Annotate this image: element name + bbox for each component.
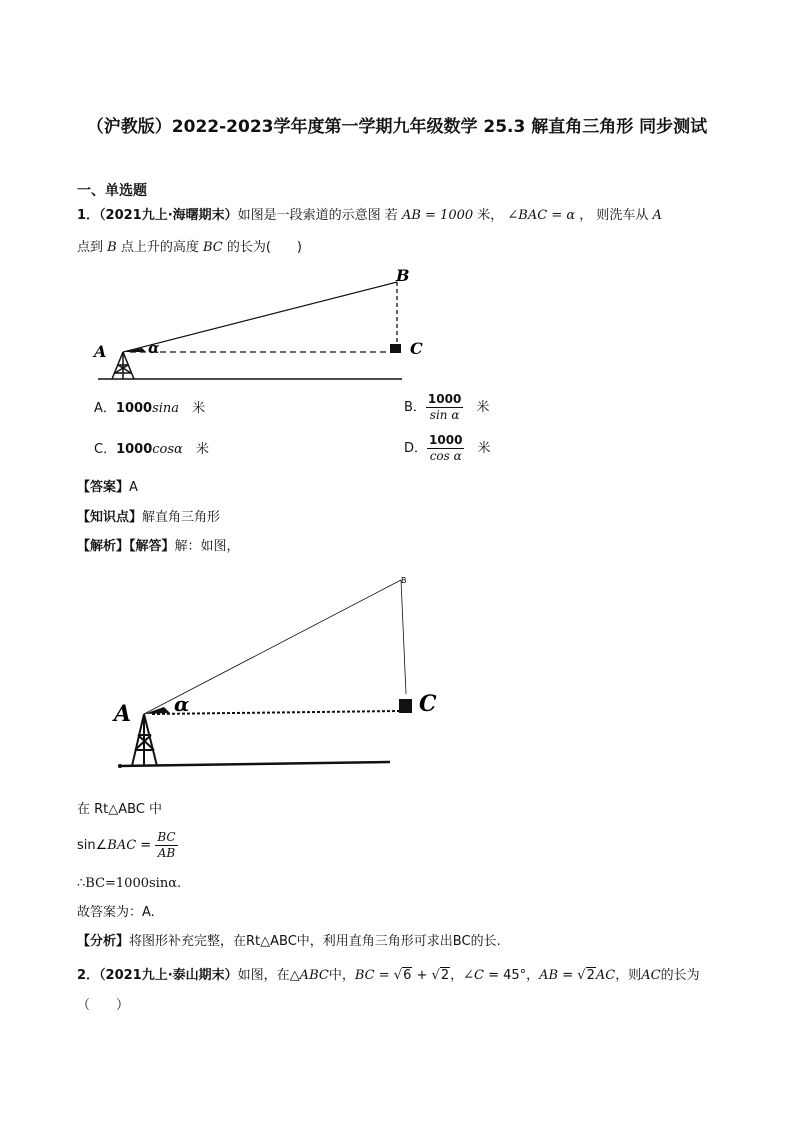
fraction-num: BC	[157, 830, 176, 844]
option-b-fraction	[426, 392, 463, 423]
q1-text: 米，	[473, 208, 508, 223]
option-c	[94, 440, 209, 460]
page-title: （沪教版）2022-2023学年度第一学期九年级数学 25.3 解直角三角形 同步测试	[86, 117, 708, 137]
math-ac: AC	[595, 968, 616, 983]
q1-line2	[77, 238, 302, 258]
step-4: 故答案为：A.	[77, 905, 155, 920]
step-1: 在 Rt△ABC 中	[77, 802, 163, 817]
fraction-num: 1000	[427, 392, 462, 406]
fenxi-line	[77, 932, 501, 952]
fraction-den: cos α	[429, 449, 462, 463]
fig1-label-b: B	[396, 266, 410, 285]
q1-text: 的长为( )	[222, 240, 302, 255]
sqrt-2: 2	[440, 968, 450, 983]
sqrt-2: 2	[586, 968, 595, 983]
analysis-text: 解：如图，	[174, 539, 240, 554]
math-angle-c: ∠C	[463, 968, 484, 983]
q1-number: 1．	[77, 208, 100, 223]
option-value: 1000	[116, 442, 153, 457]
q1-analysis-figure	[108, 570, 438, 775]
math-bc: BC	[202, 240, 223, 255]
q2-text: ，	[450, 968, 464, 983]
answer-line	[77, 478, 138, 498]
math-ac: AC	[641, 968, 661, 983]
math-eq: =	[558, 968, 578, 983]
q2-source: （2021九上·泰山期末）	[99, 968, 238, 983]
step2-fraction	[155, 830, 177, 861]
option-unit: 米	[192, 401, 206, 416]
step-2	[77, 830, 178, 861]
math-eq: = 1000	[420, 208, 474, 223]
option-a	[94, 399, 205, 419]
q2-text: 如图，在	[237, 968, 290, 983]
option-label: C．	[94, 442, 117, 457]
option-label: D．	[404, 441, 428, 456]
q1-figure	[90, 262, 450, 387]
option-b	[404, 392, 489, 423]
knowledge-value: 解直角三角形	[142, 510, 221, 525]
math-plus: +	[412, 968, 432, 983]
option-unit: 米	[477, 441, 491, 456]
q1-text: 点到	[77, 240, 108, 255]
knowledge-tag: 【知识点】	[77, 510, 143, 525]
step2-var: BAC	[107, 838, 137, 853]
fraction-den: AB	[157, 846, 176, 860]
option-d-fraction	[427, 433, 464, 464]
math-eq: =	[547, 208, 567, 223]
q2-line1: 2．（2021九上·泰山期末）如图，在△ABC中，BC = √6 + √2，∠C = 45°，AB = √2AC，则AC的长为	[77, 968, 700, 983]
sqrt-6: 6	[403, 968, 412, 983]
math-angle: ∠BAC	[507, 208, 548, 223]
fig2-label-a: A	[114, 701, 132, 727]
knowledge-line	[77, 508, 220, 528]
section-heading: 一、单选题	[77, 183, 147, 199]
q2-line2: （ ）	[77, 998, 130, 1013]
math-eq: =	[374, 968, 394, 983]
math-bc: BC	[354, 968, 375, 983]
step2-eq: =	[136, 838, 156, 853]
fig2-label-b: B	[401, 576, 407, 585]
fraction-num: 1000	[429, 433, 463, 447]
math-alpha: α	[566, 208, 576, 223]
fenxi-text: 将图形补充完整，在Rt△ABC中，利用直角三角形可求出BC的长.	[129, 934, 501, 949]
math-eq: = 45°，	[483, 968, 540, 983]
q1-text: 如图是一段索道的示意图 若	[237, 208, 402, 223]
fenxi-tag: 【分析】	[77, 934, 130, 949]
fig1-label-c: C	[410, 339, 423, 358]
fig2-label-alpha: α	[174, 692, 190, 716]
q2-text: 中，	[328, 968, 355, 983]
option-unit: 米	[195, 442, 209, 457]
fig1-label-alpha: α	[148, 339, 160, 357]
math-ab: AB	[539, 968, 559, 983]
step2-fn: sin∠	[77, 838, 108, 853]
q1-line1	[77, 206, 662, 226]
q1-text: ， 则洗车从	[575, 208, 653, 223]
q1-source: （2021九上·海曙期末）	[99, 208, 238, 223]
option-value: 1000	[115, 401, 153, 416]
q2-number: 2．	[77, 968, 100, 983]
q2-text: ，则	[615, 968, 642, 983]
fraction-den: sin α	[429, 408, 460, 422]
answer-tag: 【答案】	[77, 480, 130, 495]
analysis-line	[77, 537, 240, 557]
analysis-tag: 【解析】【解答】	[77, 539, 175, 554]
math-triangle: △ABC	[289, 968, 329, 983]
option-d	[404, 433, 490, 464]
math-b: B	[107, 240, 117, 255]
tower-icon	[132, 714, 157, 766]
math-ab: AB	[401, 208, 421, 223]
option-fn: cosα	[152, 442, 183, 457]
q1-text: 点上升的高度	[116, 240, 203, 255]
option-fn: sina	[152, 401, 180, 416]
option-label: B．	[404, 400, 426, 415]
answer-value: A	[129, 480, 138, 495]
option-unit: 米	[476, 400, 490, 415]
option-label: A．	[94, 401, 116, 416]
q2-text: 的长为	[660, 968, 700, 983]
fig1-label-a: A	[94, 342, 107, 361]
step-3: ∴BC=1000sinα.	[77, 876, 182, 891]
fig2-label-c: C	[419, 691, 437, 717]
tower-icon	[112, 352, 134, 379]
math-a: A	[652, 208, 662, 223]
